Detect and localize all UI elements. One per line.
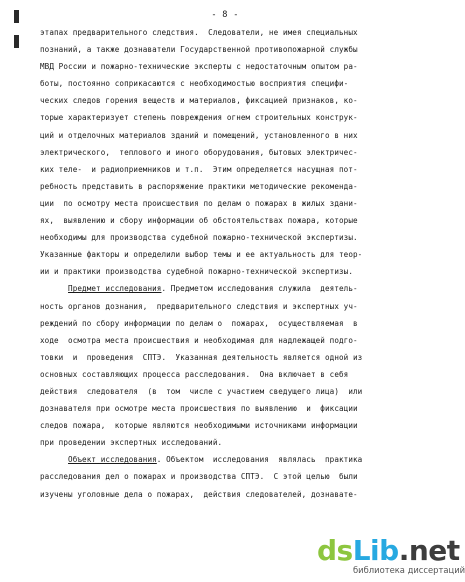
text-line: при проведении экспертных исследований. (40, 438, 223, 448)
text-line: ях, выявлению и сбору информации об обстоятельствах пожара, которые (40, 216, 358, 226)
text-line: следов пожара, которые являются необходимыми источниками информации (40, 421, 358, 431)
paragraph-indent (40, 284, 68, 293)
text-line: этапах предварительного следствия. Следователи, не имея специальных (40, 28, 358, 37)
subject-text: . Предметом исследования служила деятель- (161, 284, 358, 294)
text-line: ность органов дознания, предварительного следствия и экспертных уч- (40, 301, 358, 311)
text-line: ии и практики производства судебной пожарно-технической экспертизы. (40, 267, 354, 277)
text-line: ции по осмотру места происшествия по делам о пожарах в жилых здани- (40, 198, 358, 208)
text-line: ких теле- и радиоприемников и т.п. Этим определяется насущная пот- (40, 164, 358, 174)
object-text: . Объектом исследования являлась практика (156, 455, 363, 465)
text-line: основных составляющих процесса расследования. Она включает в себя (40, 369, 349, 379)
scan-mark-second (14, 35, 19, 48)
subject-heading-line (40, 280, 412, 297)
text-line: МВД России и пожарно-технические эксперты с недостаточным опытом ра- (40, 62, 358, 72)
text-line: ческих следов горения веществ и материалов, фиксацией признаков, ко- (40, 96, 358, 106)
text-line: реждений по сбору информации по делам о пожарах, осуществляемая в (40, 318, 358, 328)
logo-wordmark: dsLib.net (317, 534, 460, 567)
text-line: необходимы для производства судебной пожарно-технической экспертизы. (40, 233, 358, 243)
text-line: ребность представить в распоряжение практики методические рекоменда- (40, 181, 358, 191)
text-line: боты, постоянно соприкасаются с необходимостью восприятия специфи- (40, 79, 349, 89)
text-line: электрического, теплового и иного оборудования, бытовых электричес- (40, 147, 358, 157)
page-number: - 8 - (211, 10, 239, 20)
text-line: изучены уголовные дела о пожарах, действия следователей, дознавате- (40, 489, 358, 499)
document-body (40, 24, 412, 503)
text-line: торые характеризует степень повреждения огнем строительных конструк- (40, 113, 358, 123)
text-line: товки и проведения СПТЭ. Указанная деятельность является одной из (40, 352, 363, 362)
text-line: дознавателя при осмотре места происшествия по выявлению и фиксации (40, 404, 358, 414)
subject-heading: Предмет исследования (68, 284, 162, 294)
dslib-logo[interactable] (317, 534, 465, 575)
text-line: действия следователя (в том числе с участием сведущего лица) или (40, 386, 363, 396)
paragraph-indent (40, 455, 68, 464)
text-line: ций и отделочных материалов зданий и помещений, установленного в них (40, 130, 358, 140)
object-heading-line (40, 451, 412, 468)
logo-subtitle: библиотека диссертаций (353, 565, 465, 575)
text-line: расследования дел о пожарах и производства СПТЭ. С этой целью были (40, 472, 358, 482)
text-line: познаний, а также дознаватели Государственной противопожарной службы (40, 45, 358, 55)
text-line: ходе осмотра места происшествия и необходимая для надлежащей подго- (40, 335, 358, 345)
text-line: Указанные факторы и определили выбор темы и ее актуальность для теор- (40, 250, 363, 260)
object-heading: Объект исследования (68, 455, 157, 465)
